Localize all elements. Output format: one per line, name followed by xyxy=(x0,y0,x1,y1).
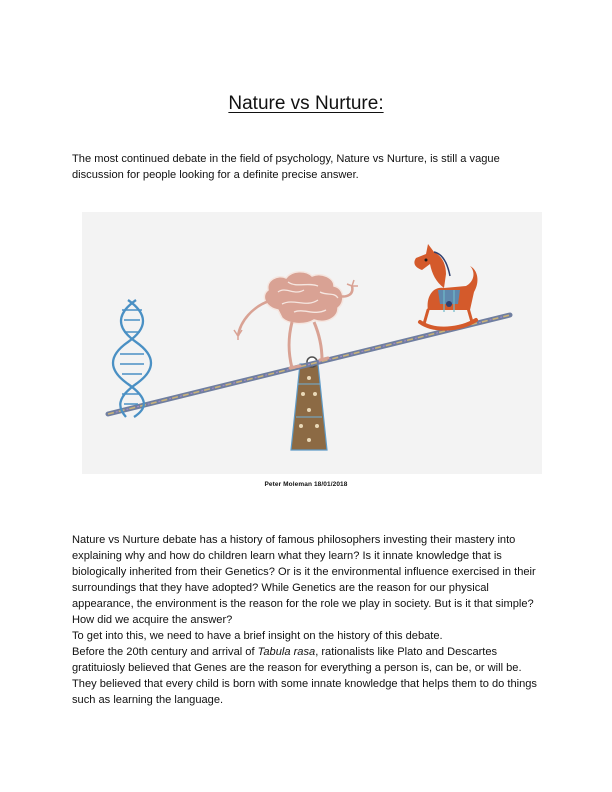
body-paragraph-history: Nature vs Nurture debate has a history of famous philosophers investing their mastery into explaining why and how do children learn what they learn? Is it innate knowledge that is biologically inherited from their Genetics? Or is it the environmental influence exercised in their surroundings that they have adopted? While Genetics are the reason for our physical appearance, the environment is the reason for the role we play in society. But is it that simple? How did we acquire the answer? xyxy=(72,534,536,626)
body-text xyxy=(72,532,544,708)
nature-nurture-illustration xyxy=(82,212,542,474)
page-title: Nature vs Nurture: xyxy=(228,93,384,114)
tabula-rasa-term: Tabula rasa xyxy=(257,646,316,658)
body-paragraph-rationalists xyxy=(72,644,544,708)
figure-caption: Peter Moleman 18/01/2018 xyxy=(264,481,348,488)
intro-paragraph: The most continued debate in the field of psychology, Nature vs Nurture, is still a vague discussion for people looking for a definite precise answer. xyxy=(72,153,500,181)
body-paragraph-insight: To get into this, we need to have a brief insight on the history of this debate. xyxy=(72,630,443,642)
rationalists-text-end: , rationalists like Plato and Descartes gratituiosly believed that Genes are the reason for everything a person is, can be, or will be. They believed that every child is born with some innate knowledge that helps them to do things such as learning the language. xyxy=(72,646,537,706)
rationalists-text-start: Before the 20th century and arrival of xyxy=(72,646,258,658)
